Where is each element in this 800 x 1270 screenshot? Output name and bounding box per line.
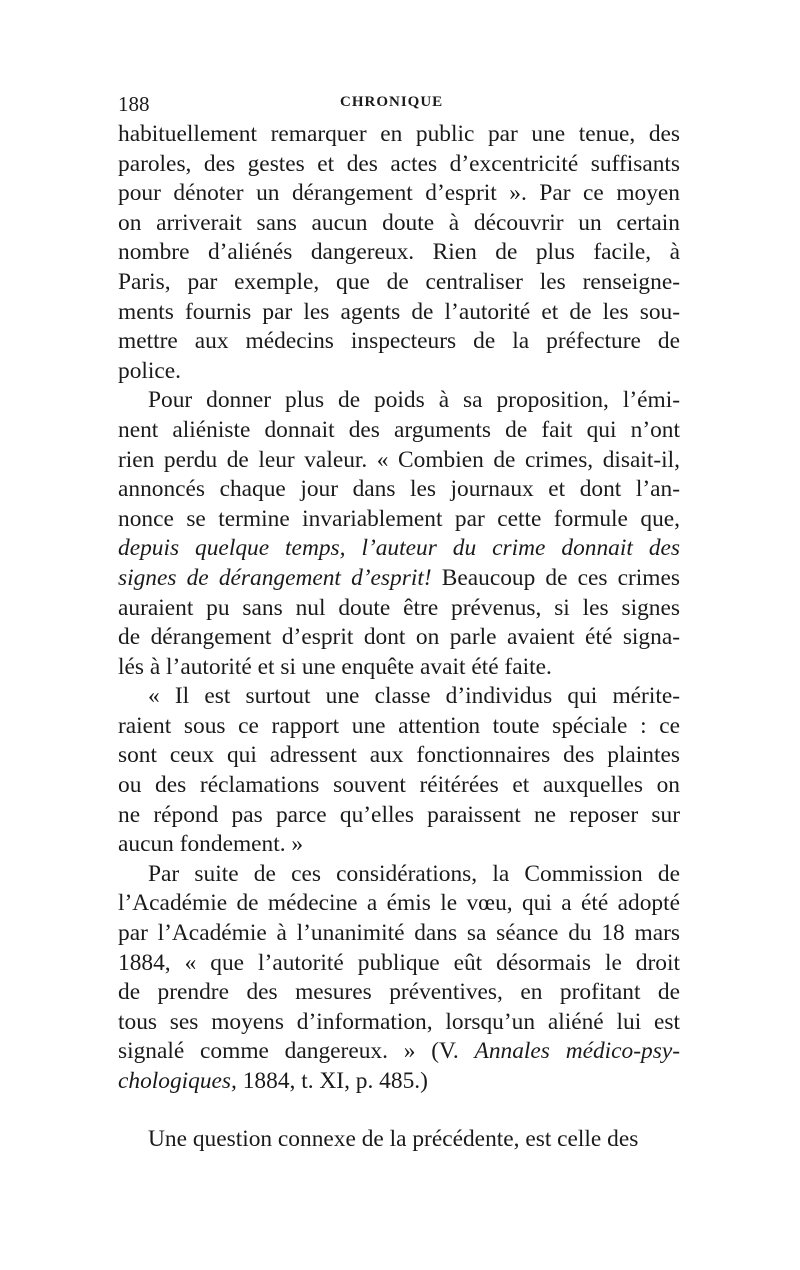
text-line [118, 889, 680, 919]
text-run: rien perdu de leur valeur. « Combien de crimes, disait-il, [118, 446, 680, 473]
section-gap [118, 1097, 680, 1125]
text-run: police. [118, 357, 181, 384]
page-number: 188 [118, 92, 150, 116]
text-run: « Il est surtout une classe d’individus qui mérite- [148, 683, 680, 710]
text-line [118, 949, 680, 979]
text-line [118, 741, 680, 771]
text-run: nent aliéniste donnait des arguments de fait qui n’ont [118, 416, 680, 443]
book-page [118, 92, 680, 1154]
text-line [118, 830, 680, 860]
body-text [118, 120, 680, 1154]
text-line [118, 327, 680, 357]
text-line [118, 1037, 680, 1067]
text-line [118, 357, 680, 387]
text-run: Par suite de ces considérations, la Commission de [148, 860, 680, 887]
text-run: auraient pu sans nul doute être prévenus, si les signes [118, 594, 680, 621]
text-run: nonce se termine invariablement par cette formule que, [118, 505, 680, 532]
text-run: 1884, t. XI, p. 485.) [236, 1068, 428, 1094]
text-line [118, 534, 680, 564]
paragraph [118, 682, 680, 860]
text-line [118, 712, 680, 742]
text-run: signalé comme dangereux. » (V. [118, 1038, 475, 1065]
text-run: Paris, par exemple, que de centraliser les renseigne- [118, 268, 680, 295]
text-run: 1884, « que l’autorité publique eût désormais le droit [118, 949, 680, 976]
text-run: ne répond pas parce qu’elles paraissent ne reposer sur [118, 801, 680, 828]
text-line [118, 209, 680, 239]
text-line [118, 801, 680, 831]
text-line [118, 1125, 680, 1155]
text-line [118, 179, 680, 209]
text-run: raient sous ce rapport une attention toute spéciale : ce [118, 712, 680, 739]
paragraph [118, 120, 680, 386]
text-run: sont ceux qui adressent aux fonctionnaires des plaintes [118, 742, 680, 769]
text-run: pour dénoter un dérangement d’esprit ». Par ce moyen [118, 180, 680, 207]
italic-run: chologiques, [118, 1068, 237, 1094]
text-line [118, 1008, 680, 1038]
text-line [118, 682, 680, 712]
text-line [118, 919, 680, 949]
text-run: on arriverait sans aucun doute à découvrir un certain [118, 209, 680, 236]
text-run: annoncés chaque jour dans les journaux et dont l’an- [118, 476, 680, 503]
text-run: de dérangement d’esprit dont on parle avaient été signa- [118, 624, 680, 651]
text-line [118, 268, 680, 298]
text-run: Pour donner plus de poids à sa proposition, l’émi- [148, 387, 680, 414]
text-line [118, 416, 680, 446]
text-line [118, 298, 680, 328]
text-line [118, 771, 680, 801]
text-line [118, 623, 680, 653]
running-head [118, 92, 680, 120]
text-line [118, 120, 680, 150]
text-run: ments fournis par les agents de l’autorité et de les sou- [118, 298, 680, 325]
text-run: paroles, des gestes et des actes d’excentricité suffisants [118, 150, 680, 177]
text-run: lés à l’autorité et si une enquête avait été faite. [118, 653, 552, 680]
text-line [118, 446, 680, 476]
text-line [118, 978, 680, 1008]
text-run: tous ses moyens d’information, lorsqu’un aliéné lui est [118, 1008, 680, 1035]
text-run: Beaucoup de ces crimes [431, 564, 680, 591]
text-line [118, 860, 680, 890]
text-line [118, 386, 680, 416]
text-line [118, 594, 680, 624]
text-line [118, 564, 680, 594]
text-line [118, 238, 680, 268]
text-line [118, 653, 680, 683]
text-run: l’Académie de médecine a émis le vœu, qui a été adopté [118, 890, 680, 917]
text-run: Une question connexe de la précédente, est celle des [148, 1125, 639, 1152]
paragraph [118, 1125, 680, 1155]
text-line [118, 150, 680, 180]
italic-run: signes de dérangement d’esprit! [118, 564, 432, 591]
text-line [118, 505, 680, 535]
italic-run: depuis quelque temps, l’auteur du crime donnait des [118, 535, 680, 562]
text-run: nombre d’aliénés dangereux. Rien de plus facile, à [118, 239, 680, 266]
running-title: CHRONIQUE [340, 94, 444, 110]
italic-run: Annales médico-psy- [474, 1038, 681, 1065]
paragraph [118, 860, 680, 1097]
text-run: de prendre des mesures préventives, en profitant de [118, 979, 680, 1006]
text-line [118, 475, 680, 505]
text-run: ou des réclamations souvent réitérées et auxquelles on [118, 772, 680, 799]
paragraph [118, 386, 680, 682]
text-run: habituellement remarquer en public par une tenue, des [118, 121, 680, 147]
text-run: mettre aux médecins inspecteurs de la préfecture de [118, 328, 680, 355]
text-line [118, 1067, 680, 1097]
text-run: aucun fondement. » [118, 831, 304, 858]
text-run: par l’Académie à l’unanimité dans sa séance du 18 mars [118, 920, 680, 947]
